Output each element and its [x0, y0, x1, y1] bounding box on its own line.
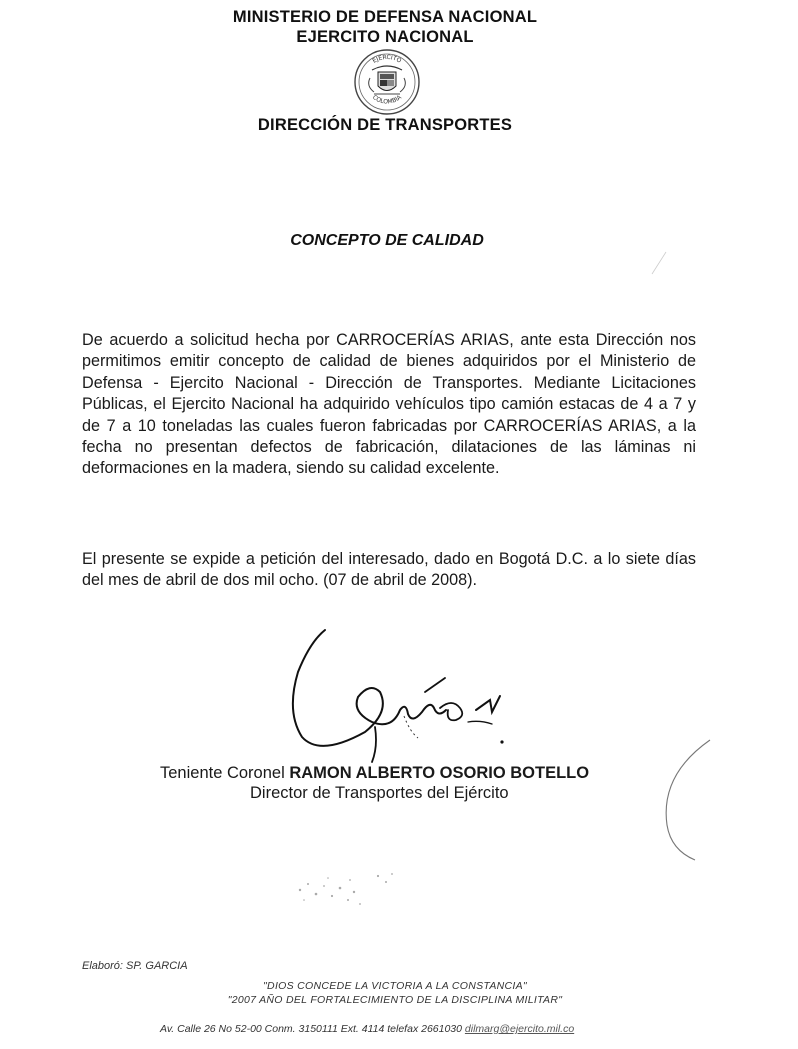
signer-name: RAMON ALBERTO OSORIO BOTELLO — [289, 764, 590, 782]
faint-stamp-marks — [290, 866, 410, 916]
army-seal-icon — [352, 48, 422, 116]
margin-scan-arc — [655, 735, 715, 865]
scan-mark-decoration — [640, 248, 670, 278]
seal-bottom-text: COLOMBIA — [371, 93, 403, 106]
handwritten-signature — [280, 612, 530, 772]
body-paragraph: De acuerdo a solicitud hecha por CARROCERÍAS ARIAS, ante esta Dirección nos permitimos emitir concepto de calidad de bienes adquiridos por el Ministerio de Defensa - Ejercito Nacional - Dirección de Transportes. Mediante Licitaciones Públicas, el Ejercito Nacional ha adquirido vehículos tipo camión estacas de 4 a 7 y de 7 a 10 toneladas las cuales fueron fabricadas por CARROCERÍAS ARIAS, a la fecha no presentan defectos de fabricación, dilataciones de las láminas ni deformaciones en la madera, siendo su calidad excelente. — [82, 331, 696, 478]
prepared-by: Elaboró: SP. GARCIA — [82, 960, 188, 972]
footer-motto-1: "DIOS CONCEDE LA VICTORIA A LA CONSTANCIA" — [263, 980, 527, 992]
seal-top-text: EJERCITO — [371, 53, 403, 65]
svg-text:EJERCITO — [371, 54, 402, 65]
ministry-heading: MINISTERIO DE DEFENSA NACIONAL — [232, 8, 538, 26]
signer-name-line — [160, 764, 589, 783]
footer-motto-2: "2007 AÑO DEL FORTALECIMIENTO DE LA DISCIPLINA MILITAR" — [227, 994, 563, 1006]
army-heading: EJERCITO NACIONAL — [296, 28, 474, 46]
signer-role: Director de Transportes del Ejército — [250, 784, 509, 802]
footer-address-line — [160, 1023, 574, 1035]
svg-text:COLOMBIA — [371, 93, 404, 105]
issue-paragraph: El presente se expide a petición del interesado, dado en Bogotá D.C. a lo siete días del mes de abril de dos mil ocho. (07 de abril de 2008). — [82, 550, 696, 590]
direction-heading: DIRECCIÓN DE TRANSPORTES — [257, 116, 513, 134]
footer-email-link[interactable]: dilmarg@ejercito.mil.co — [464, 1023, 575, 1035]
footer-address: Av. Calle 26 No 52-00 Conm. 3150111 Ext. 4114 telefax 2661030 — [160, 1023, 462, 1035]
document-title: CONCEPTO DE CALIDAD — [290, 232, 484, 249]
signer-rank: Teniente Coronel — [160, 764, 285, 782]
